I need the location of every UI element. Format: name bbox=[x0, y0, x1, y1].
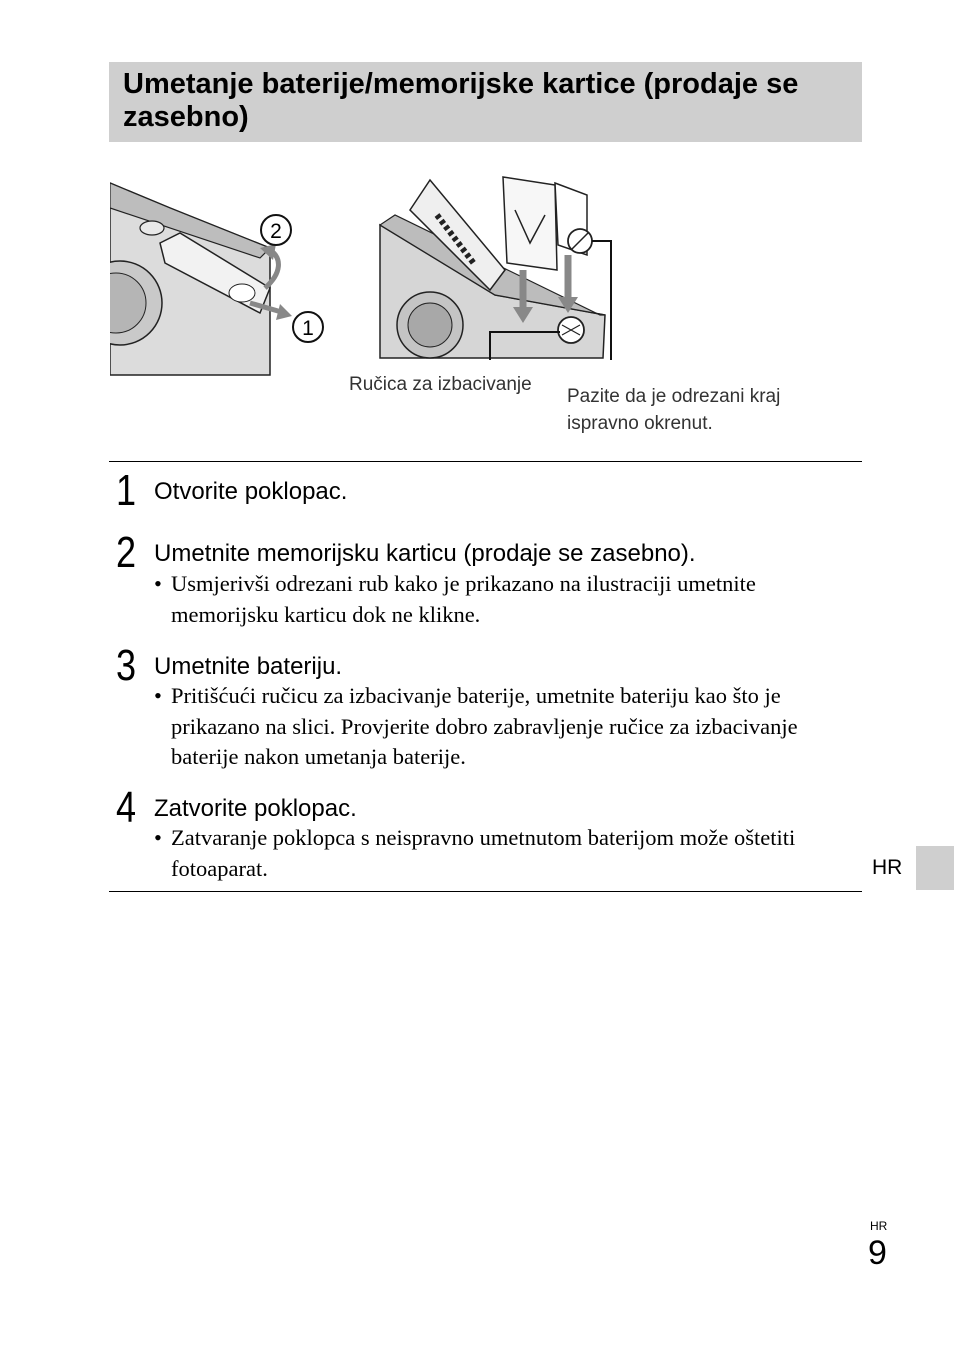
step-4-number: 4 bbox=[116, 783, 137, 832]
bullet-mark: • bbox=[154, 683, 162, 708]
step-3-number: 3 bbox=[116, 641, 137, 690]
step-3-heading: Umetnite bateriju. bbox=[154, 653, 343, 680]
step-4-bullet bbox=[154, 823, 854, 884]
page-language-code: HR bbox=[870, 1219, 888, 1233]
callout-2: 2 bbox=[270, 220, 282, 243]
camera-cover-open-illustration bbox=[110, 178, 340, 378]
step-2-heading: Umetnite memorijsku karticu (prodaje se zasebno). bbox=[154, 540, 696, 567]
step-2-bullet-text: Usmjerivši odrezani rub kako je prikazano na ilustraciji umetnite memorijsku karticu dok ne klikne. bbox=[171, 571, 756, 627]
callout-1: 1 bbox=[302, 317, 314, 340]
step-4-bullet-text: Zatvaranje poklopca s neispravno umetnutom baterijom može oštetiti fotoaparat. bbox=[171, 825, 796, 881]
language-side-tab bbox=[916, 846, 954, 890]
page-number: 9 bbox=[868, 1234, 887, 1272]
step-1-heading: Otvorite poklopac. bbox=[154, 478, 348, 505]
caption-eject-lever: Ručica za izbacivanje bbox=[349, 374, 532, 395]
steps-bottom-rule bbox=[109, 891, 862, 892]
step-2-bullet bbox=[154, 569, 854, 630]
page-title: Umetanje baterije/memorijske kartice (prodaje se zasebno) bbox=[123, 68, 799, 133]
step-3-bullet bbox=[154, 681, 854, 773]
caption-cut-edge: Pazite da je odrezani kraj ispravno okrenut. bbox=[567, 386, 781, 434]
section-title-box bbox=[109, 62, 862, 142]
step-1-number: 1 bbox=[116, 466, 137, 515]
bullet-mark: • bbox=[154, 825, 162, 850]
step-3-bullet-text: Pritišćući ručicu za izbacivanje baterije, umetnite bateriju kao što je prikazano na slici. Provjerite dobro zabravljenje ručice za izbacivanje baterije nakon umetanja baterije. bbox=[171, 683, 798, 769]
battery-card-insert-illustration bbox=[375, 175, 615, 360]
language-side-label: HR bbox=[872, 856, 903, 879]
steps-top-rule bbox=[109, 461, 862, 462]
step-2-number: 2 bbox=[116, 528, 137, 577]
bullet-mark: • bbox=[154, 571, 162, 596]
step-4-heading: Zatvorite poklopac. bbox=[154, 795, 357, 822]
